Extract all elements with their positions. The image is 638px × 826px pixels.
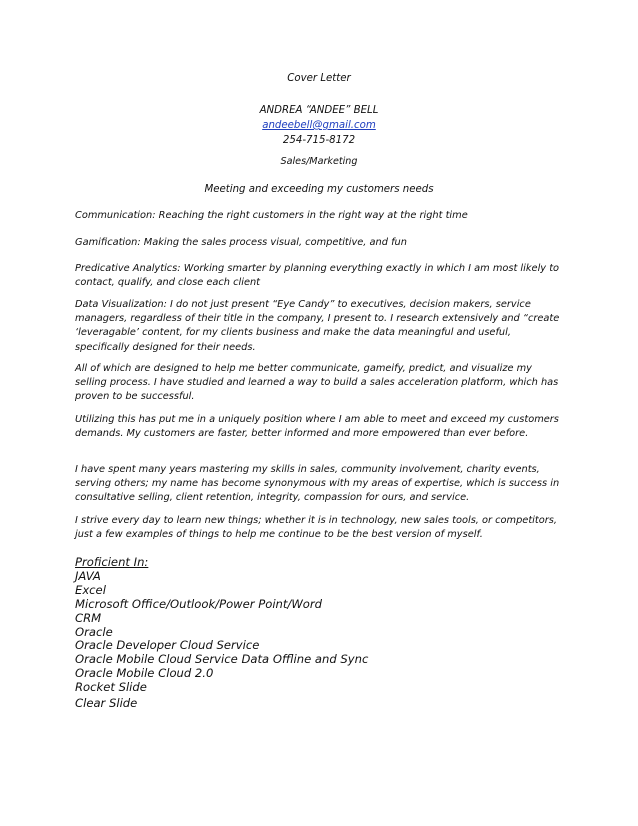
paragraph-communication: Communication: Reaching the right customers in the right way at the right time xyxy=(75,210,468,221)
phone-number: 254-715-8172 xyxy=(282,135,356,146)
paragraph-predictive-analytics: Predicative Analytics: Working smarter by planning everything exactly in which I am most likely to contact, qualify, and close each client xyxy=(75,263,560,289)
skills-section xyxy=(75,556,565,711)
paragraph-gamification: Gamification: Making the sales process visual, competitive, and fun xyxy=(75,237,407,248)
paragraph-position: Utilizing this has put me in a uniquely position where I am able to meet and exceed my customers demands. My customers are faster, better informed and more empowered than ever before. xyxy=(75,414,559,440)
skill-item: Oracle Developer Cloud Service xyxy=(75,638,260,653)
skills-list xyxy=(75,570,565,711)
skill-item: JAVA xyxy=(75,568,101,583)
paragraph-summary: All of which are designed to help me better communicate, gameify, predict, and visualize my selling process. I have studied and learned a way to build a sales acceleration platform, which has proven to be successful. xyxy=(75,363,559,403)
paragraph-learning: I strive every day to learn new things; whether it is in technology, new sales tools, or competitors, just a few examples of things to help me continue to be the best version of myself. xyxy=(75,515,557,541)
email-link[interactable]: andeebell@gmail.com xyxy=(262,120,376,131)
skill-item: Microsoft Office/Outlook/Power Point/Word xyxy=(75,596,323,611)
skill-item: CRM xyxy=(75,610,102,625)
skill-item: Rocket Slide xyxy=(75,680,147,695)
tagline: Meeting and exceeding my customers needs xyxy=(204,184,434,195)
paragraph-experience: I have spent many years mastering my skills in sales, community involvement, charity events, serving others; my name has become synonymous with my areas of expertise, which is success in consultative selling, client retention, integrity, compassion for ours, and service. xyxy=(75,464,560,504)
paragraph-data-visualization: Data Visualization: I do not just present “Eye Candy” to executives, decision makers, service managers, regardless of their title in the company, I present to. I research extensively and “create ‘leveragable’ content, for my clients business and make the data meaningful and useful, specifically designed for their needs. xyxy=(75,299,560,353)
skills-heading: Proficient In: xyxy=(75,555,149,569)
skill-item: Oracle xyxy=(75,624,113,639)
applicant-name: ANDREA “ANDEE” BELL xyxy=(259,105,379,116)
skill-item: Oracle Mobile Cloud Service Data Offline and Sync xyxy=(75,652,369,667)
document-title: Cover Letter xyxy=(287,73,351,84)
skill-item: Clear Slide xyxy=(75,696,138,711)
skill-item: Oracle Mobile Cloud 2.0 xyxy=(75,666,214,681)
skill-item: Excel xyxy=(75,582,106,597)
role-title: Sales/Marketing xyxy=(280,156,358,167)
